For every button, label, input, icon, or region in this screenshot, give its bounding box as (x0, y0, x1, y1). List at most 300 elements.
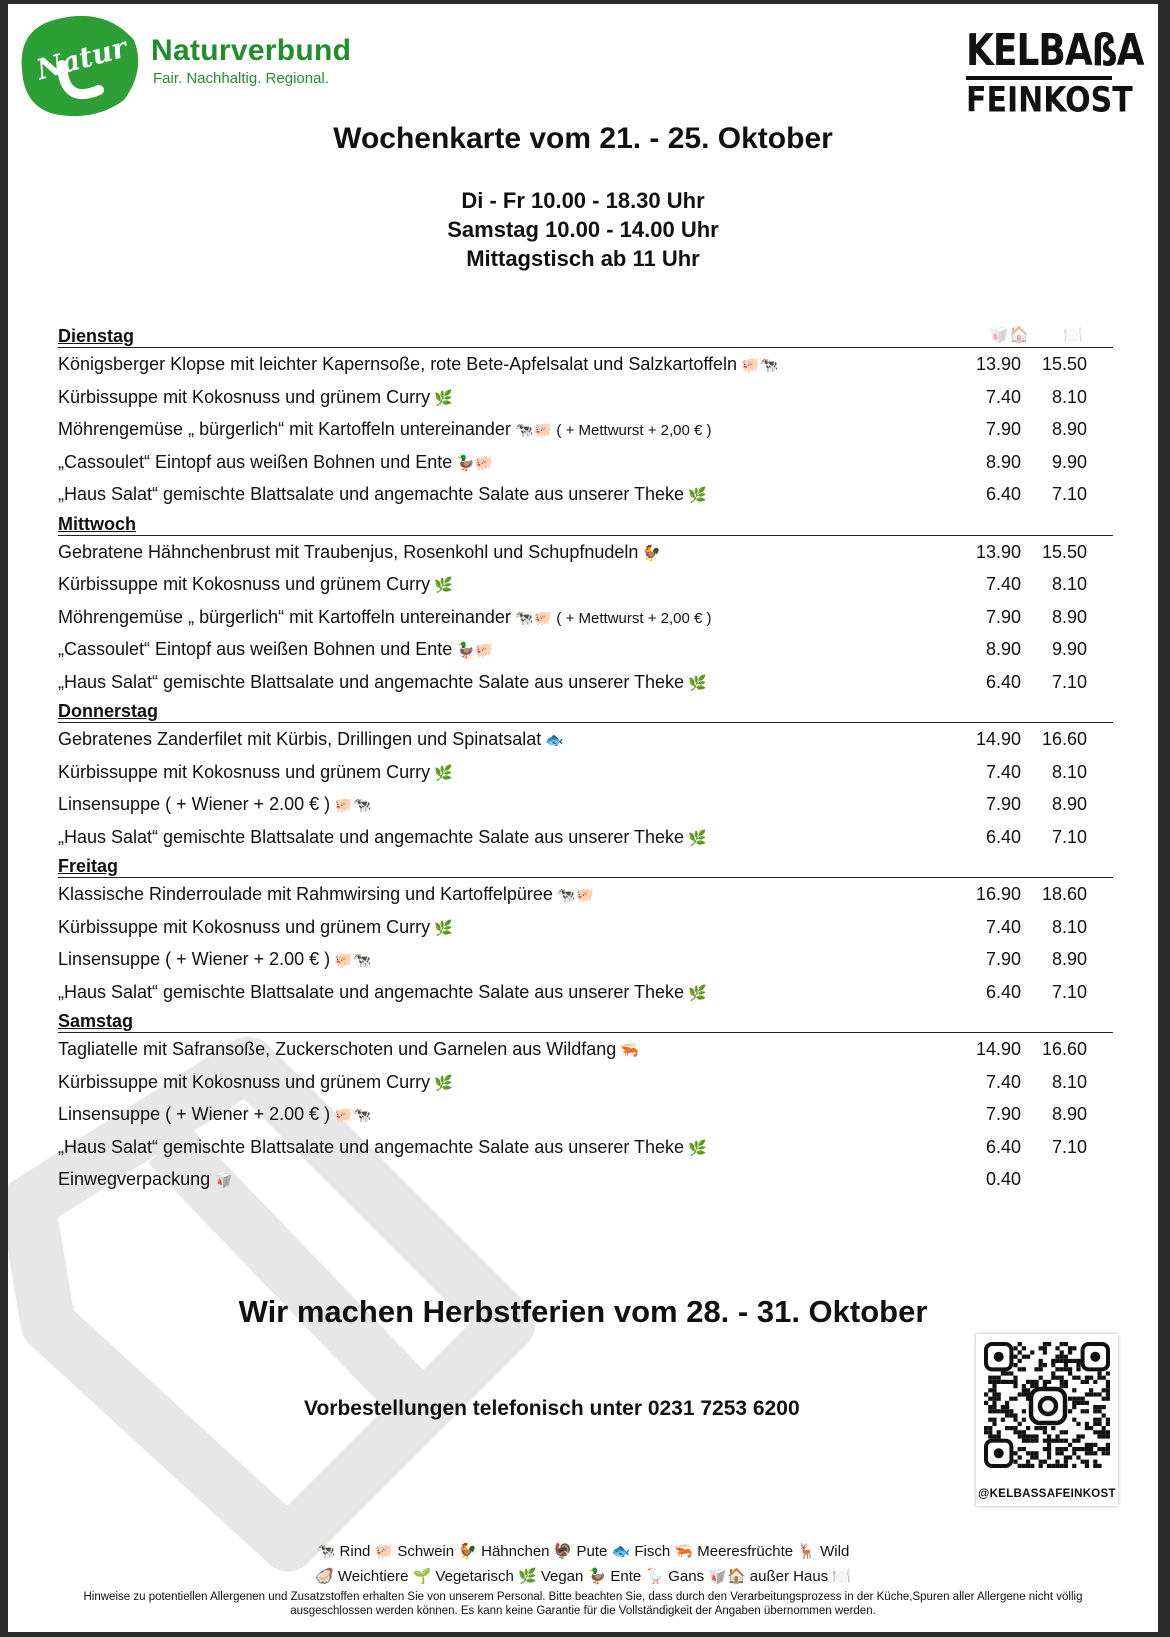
price-takeaway: 8.90 (985, 451, 1021, 472)
takeaway-column-icon: 🥡🏠 (989, 327, 1029, 344)
menu-item (58, 413, 1113, 446)
menu-item-name (58, 419, 712, 440)
qr-module (1022, 1439, 1026, 1443)
diet-icons: 🐟 (545, 732, 564, 749)
menu-item (58, 666, 1113, 699)
qr-module (1064, 1359, 1068, 1363)
qr-module (1013, 1397, 1017, 1401)
qr-module (992, 1388, 996, 1392)
price-takeaway: 8.90 (985, 639, 1021, 659)
qr-module (1097, 1371, 1101, 1375)
qr-module (1106, 1434, 1110, 1438)
menu-item (58, 723, 1113, 756)
qr-module (1026, 1451, 1030, 1455)
menu-item-name (58, 387, 453, 408)
qr-module (1026, 1464, 1030, 1468)
qr-module (1085, 1443, 1089, 1447)
menu-item (58, 633, 1113, 666)
holiday-notice: Wir machen Herbstferien vom 28. - 31. Oktober (238, 1294, 928, 1329)
qr-module (1102, 1447, 1106, 1451)
price-takeaway: 6.40 (985, 671, 1021, 692)
menu-item (58, 1131, 1113, 1164)
qr-module (1030, 1455, 1034, 1459)
menu-item (58, 1033, 1113, 1066)
diet-icons: 🐖🐄 (334, 1107, 372, 1124)
qr-module (984, 1401, 988, 1405)
qr-module (1009, 1371, 1013, 1375)
qr-module (1001, 1409, 1005, 1413)
qr-module (1064, 1439, 1068, 1443)
diet-icons: 🌿 (434, 919, 453, 937)
qr-module (1076, 1447, 1080, 1451)
qr-module (992, 1422, 996, 1426)
price-dine-in: 15.50 (1041, 354, 1087, 374)
menu-item (58, 1098, 1113, 1131)
menu-item-text: Linsensuppe ( + Wiener + 2.00 € ) (58, 794, 331, 814)
qr-module (1102, 1376, 1106, 1380)
qr-module (1026, 1355, 1030, 1359)
qr-module (1068, 1359, 1072, 1363)
qr-module (988, 1418, 992, 1422)
qr-module (992, 1434, 996, 1438)
price-dine-in: 8.10 (1051, 1071, 1087, 1092)
qr-module (1013, 1355, 1017, 1359)
menu-item (58, 756, 1113, 789)
kelbassa-logo (966, 26, 1144, 121)
menu-item (58, 788, 1113, 821)
qr-module (1060, 1430, 1064, 1434)
menu-item-text: Einwegverpackung (58, 1169, 211, 1189)
menu-item (58, 568, 1113, 601)
qr-module (997, 1376, 1001, 1380)
qr-module (992, 1376, 996, 1380)
qr-module (1051, 1363, 1055, 1367)
qr-module (1034, 1451, 1038, 1455)
qr-module (1093, 1409, 1097, 1413)
qr-module (1064, 1430, 1068, 1434)
qr-module (1076, 1401, 1080, 1405)
menu-item-name (58, 574, 453, 595)
qr-module (1051, 1426, 1055, 1430)
menu-item-text: Kürbissuppe mit Kokosnuss und grünem Curry (58, 574, 431, 594)
qr-module (1030, 1350, 1034, 1354)
qr-module (1072, 1401, 1076, 1405)
qr-module (1064, 1380, 1068, 1384)
qr-module (1093, 1418, 1097, 1422)
menu-item-text: „Cassoulet“ Eintopf aus weißen Bohnen und Ente (58, 639, 453, 659)
qr-module (1106, 1430, 1110, 1434)
qr-module (1072, 1447, 1076, 1451)
qr-module (1018, 1464, 1022, 1468)
qr-module (1081, 1434, 1085, 1438)
day-header (58, 511, 1113, 536)
qr-module (1005, 1426, 1009, 1430)
qr-module (1093, 1460, 1097, 1464)
qr-module (1060, 1464, 1064, 1468)
day-name: Mittwoch (58, 513, 136, 534)
qr-module (1039, 1367, 1043, 1371)
qr-module (1005, 1380, 1009, 1384)
qr-module (997, 1380, 1001, 1384)
qr-module (984, 1426, 988, 1430)
qr-module (1102, 1430, 1106, 1434)
qr-module (1064, 1384, 1068, 1388)
menu-item (58, 976, 1113, 1009)
qr-module (1106, 1388, 1110, 1392)
qr-module (992, 1405, 996, 1409)
price-dine-in: 8.90 (1051, 606, 1087, 627)
qr-module (1076, 1422, 1080, 1426)
qr-module (1097, 1464, 1101, 1468)
qr-module (988, 1405, 992, 1409)
qr-module (1013, 1430, 1017, 1434)
qr-module (1018, 1447, 1022, 1451)
qr-module (992, 1401, 996, 1405)
qr-module (1047, 1342, 1051, 1346)
qr-module (1076, 1367, 1080, 1371)
qr-module (1001, 1380, 1005, 1384)
qr-module (1043, 1447, 1047, 1451)
price-dine-in: 16.60 (1041, 729, 1087, 749)
qr-module (1102, 1413, 1106, 1417)
price-dine-in: 18.60 (1041, 884, 1087, 904)
qr-module (1072, 1376, 1076, 1380)
menu-item-text: Königsberger Klopse mit leichter Kapernsoße, rote Bete-Apfelsalat und Salzkartoffeln (58, 354, 738, 374)
qr-module (1072, 1405, 1076, 1409)
qr-module (1060, 1439, 1064, 1443)
menu-item (58, 348, 1113, 381)
qr-module (988, 1434, 992, 1438)
qr-module (1085, 1376, 1089, 1380)
price-dine-in: 8.90 (1051, 1104, 1087, 1124)
qr-module (1076, 1455, 1080, 1459)
qr-module (1064, 1355, 1068, 1359)
qr-module (1060, 1380, 1064, 1384)
qr-module (1018, 1430, 1022, 1434)
qr-module (1068, 1409, 1072, 1413)
qr-module (1018, 1434, 1022, 1438)
qr-module (1022, 1346, 1026, 1350)
diet-icons: 🌿 (688, 984, 707, 1002)
price-takeaway: 7.90 (985, 794, 1021, 814)
qr-module (1051, 1359, 1055, 1363)
qr-module (1060, 1355, 1064, 1359)
preorder-phone: Vorbestellungen telefonisch unter 0231 7253 6200 (304, 1397, 800, 1420)
price-dine-in: 8.90 (1051, 794, 1087, 814)
qr-module (1068, 1346, 1072, 1350)
menu-item-name (58, 1039, 639, 1060)
menu-item (58, 478, 1113, 511)
menu-page (8, 4, 1158, 1632)
qr-module (1097, 1409, 1101, 1413)
qr-module (992, 1409, 996, 1413)
menu-item-text: Möhrengemüse „ bürgerlich“ mit Kartoffeln untereinander (58, 606, 511, 627)
qr-module (1072, 1464, 1076, 1468)
qr-module (1072, 1451, 1076, 1455)
qr-module (988, 1430, 992, 1434)
diet-icons: 🐖🐄 (741, 357, 779, 374)
price-dine-in: 7.10 (1051, 1136, 1087, 1157)
qr-module (1076, 1363, 1080, 1367)
menu-item (58, 536, 1113, 569)
qr-module (1097, 1430, 1101, 1434)
diet-icons: 🌿 (688, 487, 707, 504)
qr-module (1034, 1434, 1038, 1438)
qr-module (1022, 1464, 1026, 1468)
qr-module (1106, 1397, 1110, 1401)
qr-finder-dot (1090, 1352, 1100, 1362)
menu-item-name (58, 827, 707, 848)
menu-item (58, 446, 1113, 479)
qr-module (1043, 1380, 1047, 1384)
qr-module (1043, 1430, 1047, 1434)
naturverbund-logo (14, 10, 144, 122)
menu-item-name (58, 452, 494, 473)
qr-module (1055, 1439, 1059, 1443)
qr-module (1060, 1367, 1064, 1371)
qr-module (1089, 1447, 1093, 1451)
qr-module (1085, 1409, 1089, 1413)
qr-module (997, 1430, 1001, 1434)
day-header (58, 698, 1113, 723)
price-dine-in: 16.60 (1041, 1039, 1087, 1059)
diet-icons: 🌿 (688, 1139, 707, 1157)
qr-module (1085, 1380, 1089, 1384)
menu-item-text: „Haus Salat“ gemischte Blattsalate und angemachte Salate aus unserer Theke (58, 981, 685, 1002)
price-takeaway: 7.90 (985, 419, 1021, 439)
menu-item-name (58, 1169, 233, 1190)
qr-module (1009, 1409, 1013, 1413)
qr-module (1097, 1447, 1101, 1451)
instagram-qr-code[interactable] (976, 1334, 1118, 1506)
qr-module (1051, 1439, 1055, 1443)
qr-module (1039, 1346, 1043, 1350)
menu-item-name (58, 1072, 453, 1093)
price-takeaway: 7.90 (985, 606, 1021, 627)
qr-module (1106, 1392, 1110, 1396)
qr-module (1009, 1380, 1013, 1384)
instagram-lens (1040, 1398, 1056, 1414)
qr-module (1068, 1455, 1072, 1459)
qr-module (1047, 1439, 1051, 1443)
qr-module (1064, 1464, 1068, 1468)
menu-item-text: Gebratene Hähnchenbrust mit Traubenjus, Rosenkohl und Schupfnudeln (58, 541, 639, 562)
qr-module (1106, 1384, 1110, 1388)
diet-icons: 🐓 (642, 544, 662, 562)
menu-item-name (58, 729, 564, 750)
qr-finder-dot (994, 1352, 1004, 1362)
qr-module (1043, 1363, 1047, 1367)
qr-module (1026, 1434, 1030, 1438)
price-takeaway: 0.40 (985, 1169, 1021, 1189)
price-takeaway: 7.40 (985, 386, 1021, 407)
qr-module (1055, 1451, 1059, 1455)
allergen-disclaimer: Hinweise zu potentiellen Allergenen und Zusatzstoffen erhalten Sie von unserem Personal. Bitte beachten Sie, dass durch den Verarbeitungsprozess in der Küche,Spuren aller Allergene nicht völlig ausgeschlossen werden können. Es kann keine Garantie für die Vollständigkeit der Angaben übernommen werden. (83, 1591, 1083, 1617)
qr-module (1001, 1418, 1005, 1422)
qr-module (1001, 1405, 1005, 1409)
price-dine-in: 7.10 (1051, 826, 1087, 847)
qr-module (1097, 1434, 1101, 1438)
qr-module (1018, 1342, 1022, 1346)
qr-module (1018, 1350, 1022, 1354)
qr-module (1060, 1342, 1064, 1346)
menu-table (58, 326, 1113, 1196)
qr-module (1013, 1451, 1017, 1455)
price-dine-in: 8.90 (1051, 949, 1087, 969)
qr-module (1005, 1371, 1009, 1375)
qr-module (1068, 1350, 1072, 1354)
qr-module (1043, 1346, 1047, 1350)
qr-module (1039, 1460, 1043, 1464)
qr-module (1018, 1359, 1022, 1363)
qr-module (984, 1392, 988, 1396)
qr-module (1026, 1388, 1030, 1392)
qr-module (1022, 1434, 1026, 1438)
qr-module (1102, 1388, 1106, 1392)
qr-module (1060, 1359, 1064, 1363)
diet-icons: 🐄🐖 ( + Mettwurst + 2,00 € ) (514, 609, 712, 627)
qr-module (997, 1434, 1001, 1438)
qr-module (1064, 1342, 1068, 1346)
qr-module (1022, 1409, 1026, 1413)
qr-module (1051, 1464, 1055, 1468)
diet-icons: 🌿 (434, 764, 453, 782)
menu-item (58, 601, 1113, 634)
menu-item-name (58, 542, 661, 563)
qr-module (1009, 1413, 1013, 1417)
qr-module (1097, 1376, 1101, 1380)
qr-module (1005, 1413, 1009, 1417)
qr-module (1072, 1388, 1076, 1392)
qr-module (1060, 1447, 1064, 1451)
legend-animals: 🐄 Rind 🐖 Schwein 🐓 Hähnchen 🦃 Pute 🐟 Fisch 🦐 Meeresfrüchte 🦌 Wild (316, 1543, 850, 1560)
qr-module (988, 1388, 992, 1392)
qr-module (1005, 1405, 1009, 1409)
price-takeaway: 13.90 (975, 354, 1021, 374)
qr-module (1093, 1422, 1097, 1426)
qr-module (1043, 1460, 1047, 1464)
instagram-handle: @KELBASSAFEINKOST (978, 1488, 1116, 1500)
qr-module (1043, 1439, 1047, 1443)
diet-icons: 🐄🐖 (556, 887, 595, 904)
qr-module (1030, 1384, 1034, 1388)
qr-module (1034, 1455, 1038, 1459)
price-dine-in: 8.90 (1051, 419, 1087, 439)
menu-item-name (58, 354, 778, 375)
qr-module (1102, 1397, 1106, 1401)
menu-item-name (58, 639, 494, 660)
qr-module (1106, 1443, 1110, 1447)
logo-wordmark: Natur (33, 30, 131, 87)
menu-item-name (58, 884, 594, 905)
price-dine-in: 8.10 (1051, 386, 1087, 407)
qr-module (1097, 1392, 1101, 1396)
qr-module (1089, 1426, 1093, 1430)
qr-module (1106, 1422, 1110, 1426)
price-dine-in: 7.10 (1051, 671, 1087, 692)
qr-module (1013, 1426, 1017, 1430)
qr-module (1051, 1371, 1055, 1375)
qr-module (1009, 1397, 1013, 1401)
menu-item-text: Kürbissuppe mit Kokosnuss und grünem Curry (58, 761, 431, 782)
price-dine-in: 9.90 (1051, 451, 1087, 472)
qr-module (1064, 1367, 1068, 1371)
qr-module (1026, 1380, 1030, 1384)
qr-module (1085, 1401, 1089, 1405)
qr-module (1047, 1434, 1051, 1438)
day-name: Donnerstag (58, 701, 159, 721)
menu-item-name (58, 672, 707, 693)
opening-hours (8, 186, 1158, 273)
qr-module (992, 1384, 996, 1388)
price-takeaway: 7.40 (985, 574, 1021, 594)
qr-module (1055, 1464, 1059, 1468)
qr-module (1097, 1405, 1101, 1409)
qr-module (1030, 1439, 1034, 1443)
day-name: Freitag (58, 856, 119, 876)
qr-module (1072, 1397, 1076, 1401)
qr-module (1060, 1376, 1064, 1380)
price-takeaway: 6.40 (985, 1136, 1021, 1157)
qr-module (1093, 1430, 1097, 1434)
qr-module (1026, 1426, 1030, 1430)
diet-icons: 🥡 (214, 1172, 233, 1189)
menu-item (58, 911, 1113, 944)
qr-module (1081, 1380, 1085, 1384)
qr-module (1102, 1426, 1106, 1430)
qr-module (1013, 1376, 1017, 1380)
menu-item-text: „Haus Salat“ gemischte Blattsalate und angemachte Salate aus unserer Theke (58, 484, 685, 504)
qr-module (1085, 1460, 1089, 1464)
qr-module (1043, 1342, 1047, 1346)
legend-diet: 🦪 Weichtiere 🌱 Vegetarisch 🌿 Vegan 🦆 Ente 🪿 Gans 🥡🏠 außer Haus 🍽️ (314, 1568, 851, 1585)
qr-module (1039, 1363, 1043, 1367)
menu-item-text: „Haus Salat“ gemischte Blattsalate und angemachte Salate aus unserer Theke (58, 1136, 685, 1157)
qr-module (1022, 1367, 1026, 1371)
qr-module (1055, 1447, 1059, 1451)
qr-module (1081, 1397, 1085, 1401)
qr-module (1076, 1439, 1080, 1443)
qr-module (1055, 1359, 1059, 1363)
qr-module (1106, 1447, 1110, 1451)
qr-module (1085, 1447, 1089, 1451)
qr-module (1097, 1418, 1101, 1422)
menu-item-name (58, 917, 453, 938)
menu-item-text: Kürbissuppe mit Kokosnuss und grünem Curry (58, 916, 431, 937)
qr-module (1018, 1367, 1022, 1371)
qr-module (992, 1418, 996, 1422)
price-dine-in: 7.10 (1051, 981, 1087, 1002)
qr-module (1089, 1392, 1093, 1396)
qr-module (1081, 1401, 1085, 1405)
qr-module (1076, 1434, 1080, 1438)
price-takeaway: 7.40 (985, 916, 1021, 937)
qr-module (1013, 1460, 1017, 1464)
qr-module (984, 1430, 988, 1434)
qr-module (1089, 1376, 1093, 1380)
diet-icons: 🌿 (434, 389, 453, 407)
qr-module (1018, 1455, 1022, 1459)
qr-module (1026, 1460, 1030, 1464)
qr-module (1055, 1376, 1059, 1380)
qr-module (1022, 1430, 1026, 1434)
dine-in-column-icon: 🍽️ (1063, 327, 1083, 344)
price-takeaway: 6.40 (985, 826, 1021, 847)
qr-module (988, 1397, 992, 1401)
diet-icons: 🌿 (434, 1074, 453, 1092)
qr-module (1072, 1359, 1076, 1363)
menu-item-text: Kürbissuppe mit Kokosnuss und grünem Curry (58, 386, 431, 407)
